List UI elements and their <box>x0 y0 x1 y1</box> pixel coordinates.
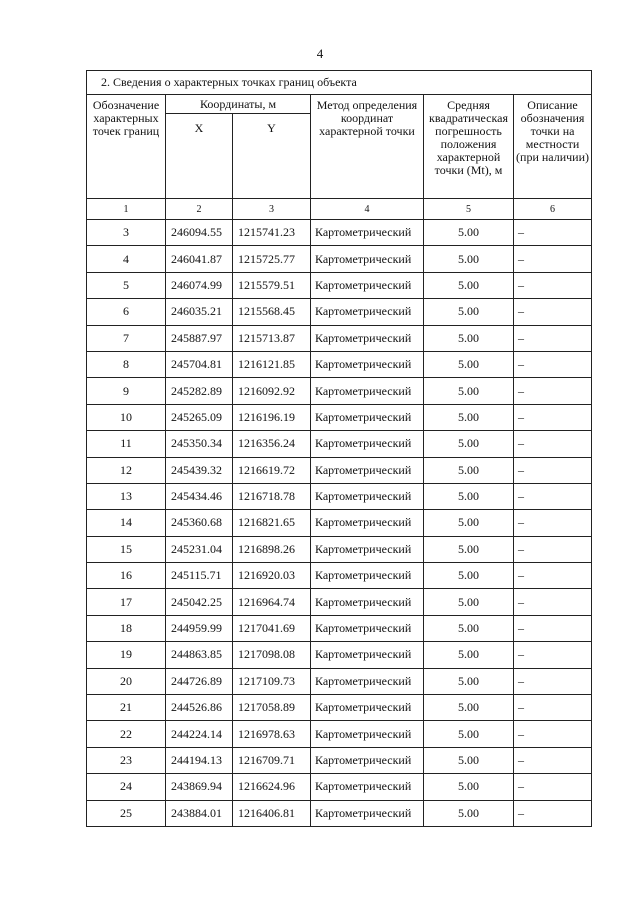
error-cell: 5.00 <box>424 695 514 721</box>
x-coordinate-cell: 245042.25 <box>166 589 233 615</box>
method-cell: Картометрический <box>311 246 424 272</box>
description-cell: – <box>514 747 592 773</box>
description-cell: – <box>514 431 592 457</box>
table-row <box>87 800 592 826</box>
error-cell: 5.00 <box>424 615 514 641</box>
method-cell: Картометрический <box>311 272 424 298</box>
error-cell: 5.00 <box>424 325 514 351</box>
y-coordinate-cell: 1217109.73 <box>233 668 311 694</box>
column-number: 4 <box>311 199 424 220</box>
error-cell: 5.00 <box>424 536 514 562</box>
x-coordinate-cell: 244726.89 <box>166 668 233 694</box>
header-x: X <box>166 114 233 199</box>
x-coordinate-cell: 245115.71 <box>166 563 233 589</box>
x-coordinate-cell: 243884.01 <box>166 800 233 826</box>
page-number: 4 <box>316 46 324 61</box>
table-row <box>87 615 592 641</box>
table-row <box>87 220 592 246</box>
y-coordinate-cell: 1216619.72 <box>233 457 311 483</box>
y-coordinate-cell: 1216092.92 <box>233 378 311 404</box>
error-cell: 5.00 <box>424 431 514 457</box>
point-number-cell: 8 <box>87 351 166 377</box>
point-number-cell: 5 <box>87 272 166 298</box>
table-row <box>87 563 592 589</box>
header-description: Описание обозначения точки на местности (при наличии) <box>514 95 592 199</box>
x-coordinate-cell: 245360.68 <box>166 510 233 536</box>
y-coordinate-cell: 1216121.85 <box>233 351 311 377</box>
description-cell: – <box>514 510 592 536</box>
error-cell: 5.00 <box>424 747 514 773</box>
method-cell: Картометрический <box>311 615 424 641</box>
x-coordinate-cell: 245887.97 <box>166 325 233 351</box>
y-coordinate-cell: 1215568.45 <box>233 299 311 325</box>
x-coordinate-cell: 243869.94 <box>166 774 233 800</box>
point-number-cell: 20 <box>87 668 166 694</box>
table-row <box>87 721 592 747</box>
x-coordinate-cell: 244863.85 <box>166 642 233 668</box>
method-cell: Картометрический <box>311 536 424 562</box>
method-cell: Картометрический <box>311 563 424 589</box>
description-cell: – <box>514 774 592 800</box>
table-row <box>87 378 592 404</box>
point-number-cell: 25 <box>87 800 166 826</box>
point-number-cell: 9 <box>87 378 166 404</box>
point-number-cell: 17 <box>87 589 166 615</box>
table-row <box>87 668 592 694</box>
method-cell: Картометрический <box>311 404 424 430</box>
point-number-cell: 16 <box>87 563 166 589</box>
boundary-points-table <box>86 70 592 827</box>
x-coordinate-cell: 245282.89 <box>166 378 233 404</box>
table-body <box>87 220 592 827</box>
description-cell: – <box>514 272 592 298</box>
y-coordinate-cell: 1216898.26 <box>233 536 311 562</box>
table-row <box>87 457 592 483</box>
method-cell: Картометрический <box>311 483 424 509</box>
point-number-cell: 10 <box>87 404 166 430</box>
method-cell: Картометрический <box>311 299 424 325</box>
point-number-cell: 3 <box>87 220 166 246</box>
header-point-designation: Обозначение характерных точек границ <box>87 95 166 199</box>
y-coordinate-cell: 1216406.81 <box>233 800 311 826</box>
error-cell: 5.00 <box>424 800 514 826</box>
point-number-cell: 22 <box>87 721 166 747</box>
x-coordinate-cell: 245350.34 <box>166 431 233 457</box>
description-cell: – <box>514 668 592 694</box>
y-coordinate-cell: 1216964.74 <box>233 589 311 615</box>
table-row <box>87 404 592 430</box>
description-cell: – <box>514 220 592 246</box>
method-cell: Картометрический <box>311 721 424 747</box>
description-cell: – <box>514 800 592 826</box>
method-cell: Картометрический <box>311 800 424 826</box>
table-row <box>87 536 592 562</box>
error-cell: 5.00 <box>424 378 514 404</box>
y-coordinate-cell: 1216709.71 <box>233 747 311 773</box>
point-number-cell: 14 <box>87 510 166 536</box>
description-cell: – <box>514 378 592 404</box>
column-number: 2 <box>166 199 233 220</box>
y-coordinate-cell: 1217058.89 <box>233 695 311 721</box>
error-cell: 5.00 <box>424 668 514 694</box>
description-cell: – <box>514 325 592 351</box>
x-coordinate-cell: 245265.09 <box>166 404 233 430</box>
point-number-cell: 23 <box>87 747 166 773</box>
table-row <box>87 351 592 377</box>
x-coordinate-cell: 245704.81 <box>166 351 233 377</box>
header-error: Средняя квадратическая погрешность положения характерной точки (Mt), м <box>424 95 514 199</box>
description-cell: – <box>514 589 592 615</box>
error-cell: 5.00 <box>424 299 514 325</box>
y-coordinate-cell: 1217041.69 <box>233 615 311 641</box>
error-cell: 5.00 <box>424 774 514 800</box>
y-coordinate-cell: 1215741.23 <box>233 220 311 246</box>
method-cell: Картометрический <box>311 351 424 377</box>
x-coordinate-cell: 244224.14 <box>166 721 233 747</box>
error-cell: 5.00 <box>424 563 514 589</box>
table-row <box>87 747 592 773</box>
point-number-cell: 24 <box>87 774 166 800</box>
x-coordinate-cell: 244959.99 <box>166 615 233 641</box>
description-cell: – <box>514 246 592 272</box>
table-row <box>87 483 592 509</box>
table-row <box>87 589 592 615</box>
method-cell: Картометрический <box>311 431 424 457</box>
y-coordinate-cell: 1215713.87 <box>233 325 311 351</box>
table-row <box>87 246 592 272</box>
description-cell: – <box>514 404 592 430</box>
method-cell: Картометрический <box>311 378 424 404</box>
point-number-cell: 7 <box>87 325 166 351</box>
point-number-cell: 21 <box>87 695 166 721</box>
description-cell: – <box>514 695 592 721</box>
error-cell: 5.00 <box>424 721 514 747</box>
table-row <box>87 642 592 668</box>
x-coordinate-cell: 246074.99 <box>166 272 233 298</box>
error-cell: 5.00 <box>424 589 514 615</box>
error-cell: 5.00 <box>424 404 514 430</box>
y-coordinate-cell: 1216920.03 <box>233 563 311 589</box>
error-cell: 5.00 <box>424 220 514 246</box>
point-number-cell: 15 <box>87 536 166 562</box>
description-cell: – <box>514 563 592 589</box>
description-cell: – <box>514 483 592 509</box>
description-cell: – <box>514 642 592 668</box>
column-number-row <box>87 199 592 220</box>
error-cell: 5.00 <box>424 272 514 298</box>
error-cell: 5.00 <box>424 351 514 377</box>
header-method: Метод определения координат характерной точки <box>311 95 424 199</box>
method-cell: Картометрический <box>311 695 424 721</box>
column-number: 5 <box>424 199 514 220</box>
y-coordinate-cell: 1215579.51 <box>233 272 311 298</box>
description-cell: – <box>514 721 592 747</box>
table-row <box>87 774 592 800</box>
point-number-cell: 18 <box>87 615 166 641</box>
x-coordinate-cell: 246094.55 <box>166 220 233 246</box>
error-cell: 5.00 <box>424 483 514 509</box>
x-coordinate-cell: 244194.13 <box>166 747 233 773</box>
y-coordinate-cell: 1216624.96 <box>233 774 311 800</box>
method-cell: Картометрический <box>311 589 424 615</box>
table-row <box>87 299 592 325</box>
point-number-cell: 4 <box>87 246 166 272</box>
column-number: 1 <box>87 199 166 220</box>
table-row <box>87 695 592 721</box>
column-number: 6 <box>514 199 592 220</box>
description-cell: – <box>514 457 592 483</box>
point-number-cell: 11 <box>87 431 166 457</box>
table-row <box>87 431 592 457</box>
method-cell: Картометрический <box>311 747 424 773</box>
description-cell: – <box>514 299 592 325</box>
x-coordinate-cell: 245434.46 <box>166 483 233 509</box>
method-cell: Картометрический <box>311 325 424 351</box>
description-cell: – <box>514 351 592 377</box>
x-coordinate-cell: 246035.21 <box>166 299 233 325</box>
y-coordinate-cell: 1216356.24 <box>233 431 311 457</box>
x-coordinate-cell: 245439.32 <box>166 457 233 483</box>
table-row <box>87 272 592 298</box>
method-cell: Картометрический <box>311 642 424 668</box>
point-number-cell: 13 <box>87 483 166 509</box>
header-coordinates: Координаты, м <box>166 95 311 114</box>
error-cell: 5.00 <box>424 457 514 483</box>
y-coordinate-cell: 1216196.19 <box>233 404 311 430</box>
method-cell: Картометрический <box>311 220 424 246</box>
header-y: Y <box>233 114 311 199</box>
error-cell: 5.00 <box>424 642 514 668</box>
error-cell: 5.00 <box>424 510 514 536</box>
x-coordinate-cell: 246041.87 <box>166 246 233 272</box>
y-coordinate-cell: 1216718.78 <box>233 483 311 509</box>
point-number-cell: 12 <box>87 457 166 483</box>
method-cell: Картометрический <box>311 668 424 694</box>
y-coordinate-cell: 1216978.63 <box>233 721 311 747</box>
description-cell: – <box>514 536 592 562</box>
point-number-cell: 19 <box>87 642 166 668</box>
method-cell: Картометрический <box>311 510 424 536</box>
y-coordinate-cell: 1216821.65 <box>233 510 311 536</box>
table-row <box>87 325 592 351</box>
method-cell: Картометрический <box>311 457 424 483</box>
column-number: 3 <box>233 199 311 220</box>
error-cell: 5.00 <box>424 246 514 272</box>
point-number-cell: 6 <box>87 299 166 325</box>
method-cell: Картометрический <box>311 774 424 800</box>
section-title: 2. Сведения о характерных точках границ объекта <box>87 71 592 95</box>
y-coordinate-cell: 1215725.77 <box>233 246 311 272</box>
x-coordinate-cell: 245231.04 <box>166 536 233 562</box>
x-coordinate-cell: 244526.86 <box>166 695 233 721</box>
description-cell: – <box>514 615 592 641</box>
table-row <box>87 510 592 536</box>
y-coordinate-cell: 1217098.08 <box>233 642 311 668</box>
